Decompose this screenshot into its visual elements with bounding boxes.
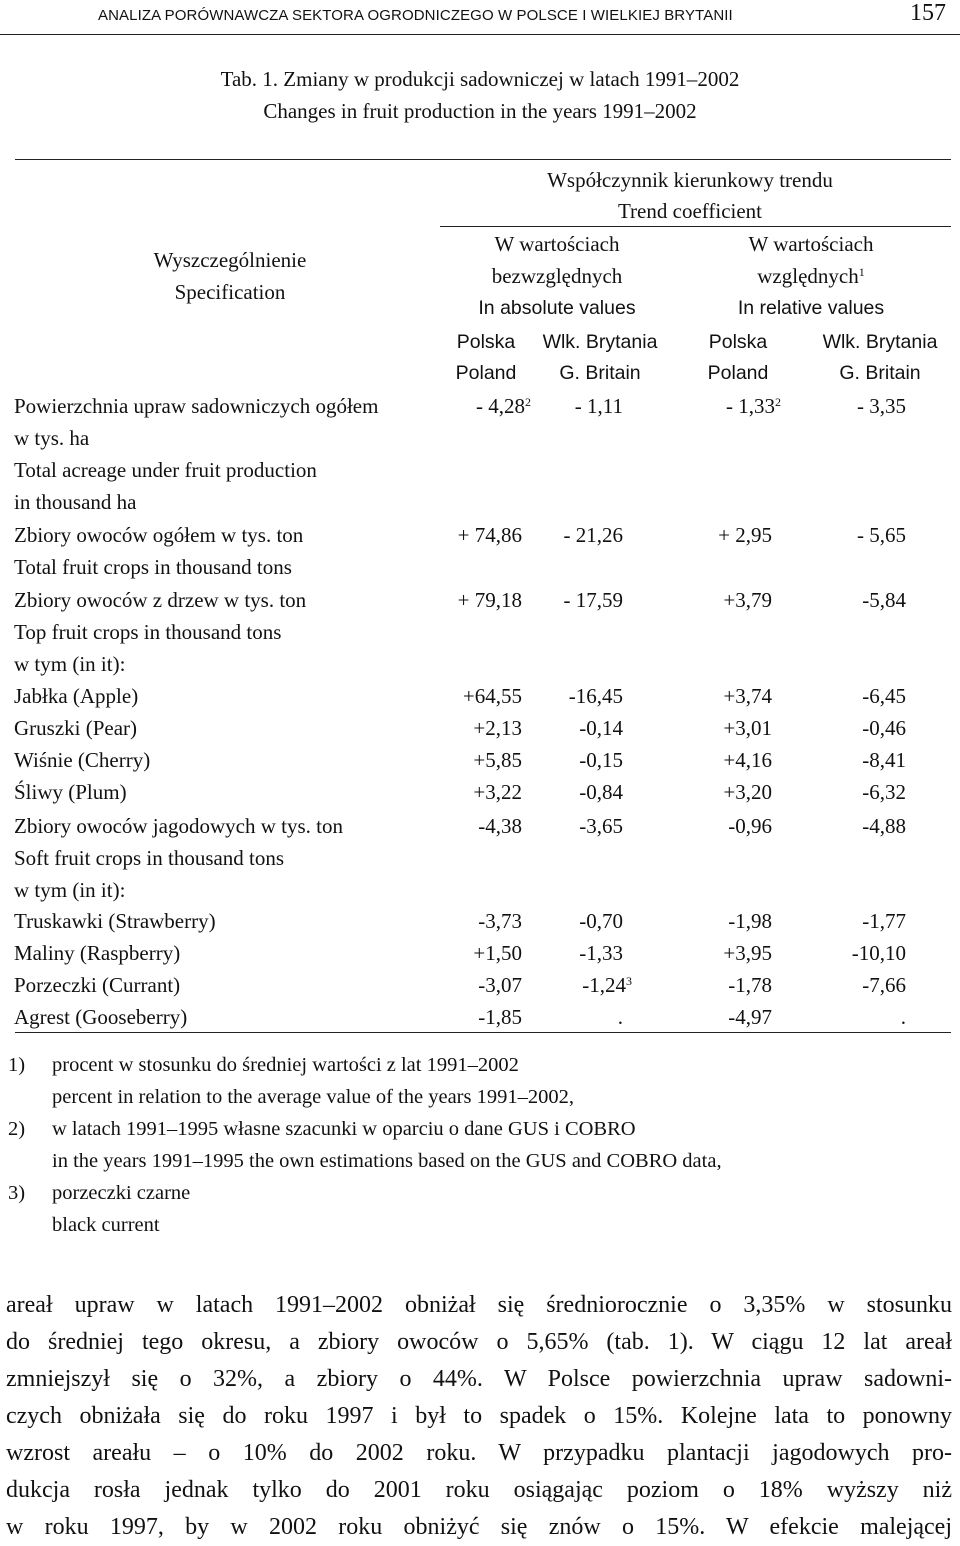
table-cell: +64,55 xyxy=(462,684,522,708)
footnote-text: in the years 1991–1995 the own estimations based on the GUS and COBRO data, xyxy=(52,1150,722,1172)
table-cell: + 2,95 xyxy=(718,523,772,547)
table-cell: +3,01 xyxy=(723,716,772,740)
paragraph-line: areał upraw w latach 1991–2002 obniżał się średniorocznie o 3,35% w stosunku xyxy=(6,1292,952,1318)
table-cell: -10,10 xyxy=(851,941,906,965)
table-cell: -1,24$^3$ xyxy=(582,973,632,997)
spec-header-en: Specification xyxy=(174,280,286,304)
table-cell: - 21,26 xyxy=(563,523,623,547)
col1-header-en: Poland xyxy=(455,362,517,384)
table-cell: +3,22 xyxy=(473,780,522,804)
row-label: Agrest (Gooseberry) xyxy=(14,1005,188,1029)
row-label: Maliny (Raspberry) xyxy=(14,941,181,965)
col2-header-pl: Wlk. Brytania xyxy=(542,331,658,353)
table-cell: +3,20 xyxy=(723,780,772,804)
table-cell: -16,45 xyxy=(568,684,623,708)
table-cell: -1,78 xyxy=(728,973,772,997)
table-cell: - 1,33$^2$ xyxy=(726,394,781,418)
col4-header-en: G. Britain xyxy=(839,362,921,384)
table-cell: +1,50 xyxy=(473,941,522,965)
table-cell: -0,46 xyxy=(862,716,906,740)
table-cell: + 79,18 xyxy=(457,588,522,612)
table-cell: +3,95 xyxy=(723,941,772,965)
table-cell: -0,14 xyxy=(579,716,623,740)
trend-header-en: Trend coefficient xyxy=(617,199,763,223)
footnote-number: 2) xyxy=(8,1118,26,1140)
paragraph-line: zmniejszył się o 32%, a zbiory o 44%. W Polsce powierzchnia upraw sadowni- xyxy=(6,1366,952,1392)
table-cell: -5,84 xyxy=(862,588,906,612)
footnote-text: porzeczki czarne xyxy=(52,1182,191,1204)
table-cell: - 4,28$^2$ xyxy=(476,394,531,418)
table-cell: +2,13 xyxy=(473,716,522,740)
table-cell: -1,33 xyxy=(579,941,623,965)
row-label: Powierzchnia upraw sadowniczych ogółem xyxy=(14,394,379,418)
footnote-text: percent in relation to the average value of the years 1991–2002, xyxy=(52,1086,574,1108)
running-header: ANALIZA PORÓWNAWCZA SEKTORA OGRODNICZEGO W POLSCE I WIELKIEJ BRYTANII xyxy=(98,7,733,24)
cell-footnote-marker: 2 xyxy=(525,395,531,409)
table-cell: - 17,59 xyxy=(563,588,623,612)
table-cell: - 5,65 xyxy=(857,523,906,547)
row-label: Zbiory owoców z drzew w tys. ton xyxy=(14,588,307,612)
trend-rule xyxy=(440,226,951,227)
table-bottom-rule xyxy=(15,1032,951,1033)
row-label: in thousand ha xyxy=(14,490,137,514)
table-cell: -7,66 xyxy=(862,973,906,997)
abs-header-l1: W wartościach xyxy=(494,232,620,256)
row-label: Truskawki (Strawberry) xyxy=(14,909,216,933)
cell-footnote-marker: 3 xyxy=(626,974,632,988)
footnote-number: 1) xyxy=(8,1054,26,1076)
table-cell: . xyxy=(900,1005,906,1029)
paragraph-line: dukcja rosła jednak tylko do 2001 roku osiągając poziom o 18% wyższy niż xyxy=(6,1477,952,1503)
row-label: w tym (in it): xyxy=(14,878,126,902)
table-cell: -0,96 xyxy=(728,814,772,838)
row-label: Porzeczki (Currant) xyxy=(14,973,181,997)
table-cell: -3,07 xyxy=(478,973,522,997)
rel-header-l2: względnych$^1$ xyxy=(757,264,865,288)
row-label: Zbiory owoców jagodowych w tys. ton xyxy=(14,814,343,838)
paragraph-line: czych obniżała się do roku 1997 i był to spadek o 15%. Kolejne lata to ponowny xyxy=(6,1403,952,1429)
col3-header-pl: Polska xyxy=(708,331,768,353)
footnote-text: black current xyxy=(52,1214,160,1236)
table-cell: -0,70 xyxy=(579,909,623,933)
table-cell: +3,74 xyxy=(723,684,772,708)
row-label: Total acreage under fruit production xyxy=(14,458,317,482)
table-top-rule xyxy=(15,159,951,160)
col4-header-pl: Wlk. Brytania xyxy=(822,331,938,353)
table-cell: -0,15 xyxy=(579,748,623,772)
paragraph-line: wzrost areału – o 10% do 2002 roku. W przypadku plantacji jagodowych pro- xyxy=(6,1440,952,1466)
table-cell: -1,85 xyxy=(478,1005,522,1029)
header-rule xyxy=(0,34,960,35)
row-label: Gruszki (Pear) xyxy=(14,716,138,740)
row-label: Śliwy (Plum) xyxy=(14,780,127,804)
table-cell: -4,97 xyxy=(728,1005,772,1029)
footnote-text: procent w stosunku do średniej wartości z lat 1991–2002 xyxy=(52,1054,519,1076)
table-cell: -0,84 xyxy=(579,780,623,804)
rel-footnote-marker: 1 xyxy=(858,265,865,279)
col3-header-en: Poland xyxy=(707,362,769,384)
footnote-text: w latach 1991–1995 własne szacunki w oparciu o dane GUS i COBRO xyxy=(52,1118,636,1140)
abs-header-l2: bezwzględnych xyxy=(491,264,623,288)
col2-header-en: G. Britain xyxy=(559,362,641,384)
table-caption-en: Changes in fruit production in the years 1991–2002 xyxy=(263,99,697,123)
row-label: w tym (in it): xyxy=(14,652,126,676)
rel-header-l1: W wartościach xyxy=(748,232,874,256)
table-cell: -3,65 xyxy=(579,814,623,838)
row-label: Wiśnie (Cherry) xyxy=(14,748,151,772)
table-cell: +4,16 xyxy=(723,748,772,772)
table-cell: +5,85 xyxy=(473,748,522,772)
table-cell: . xyxy=(617,1005,623,1029)
rel-header-en: In relative values xyxy=(737,297,885,319)
paragraph-line: do średniej tego okresu, a zbiory owoców o 5,65% (tab. 1). W ciągu 12 lat areał xyxy=(6,1329,952,1355)
row-label: w tys. ha xyxy=(14,426,90,450)
spec-header-pl: Wyszczególnienie xyxy=(153,248,307,272)
table-cell: -6,45 xyxy=(862,684,906,708)
table-cell: -4,38 xyxy=(478,814,522,838)
table-cell: -8,41 xyxy=(862,748,906,772)
paragraph-line: w roku 1997, by w 2002 roku obniżyć się znów o 15%. W efekcie malejącej xyxy=(6,1514,952,1540)
table-cell: -1,77 xyxy=(862,909,906,933)
abs-header-en: In absolute values xyxy=(478,297,636,319)
table-cell: - 3,35 xyxy=(857,394,906,418)
row-label: Total fruit crops in thousand tons xyxy=(14,555,292,579)
row-label: Zbiory owoców ogółem w tys. ton xyxy=(14,523,304,547)
row-label: Top fruit crops in thousand tons xyxy=(14,620,282,644)
table-cell: - 1,11 xyxy=(574,394,623,418)
page-number: 157 xyxy=(910,0,946,26)
table-cell: -6,32 xyxy=(862,780,906,804)
table-cell: -1,98 xyxy=(728,909,772,933)
table-cell: -3,73 xyxy=(478,909,522,933)
table-caption-pl: Tab. 1. Zmiany w produkcji sadowniczej w latach 1991–2002 xyxy=(220,67,740,91)
footnote-number: 3) xyxy=(8,1182,26,1204)
trend-header-pl: Współczynnik kierunkowy trendu xyxy=(547,168,833,192)
table-cell: -4,88 xyxy=(862,814,906,838)
table-cell: + 74,86 xyxy=(457,523,522,547)
table-cell: +3,79 xyxy=(723,588,772,612)
row-label: Soft fruit crops in thousand tons xyxy=(14,846,285,870)
col1-header-pl: Polska xyxy=(456,331,516,353)
row-label: Jabłka (Apple) xyxy=(14,684,139,708)
cell-footnote-marker: 2 xyxy=(775,395,781,409)
